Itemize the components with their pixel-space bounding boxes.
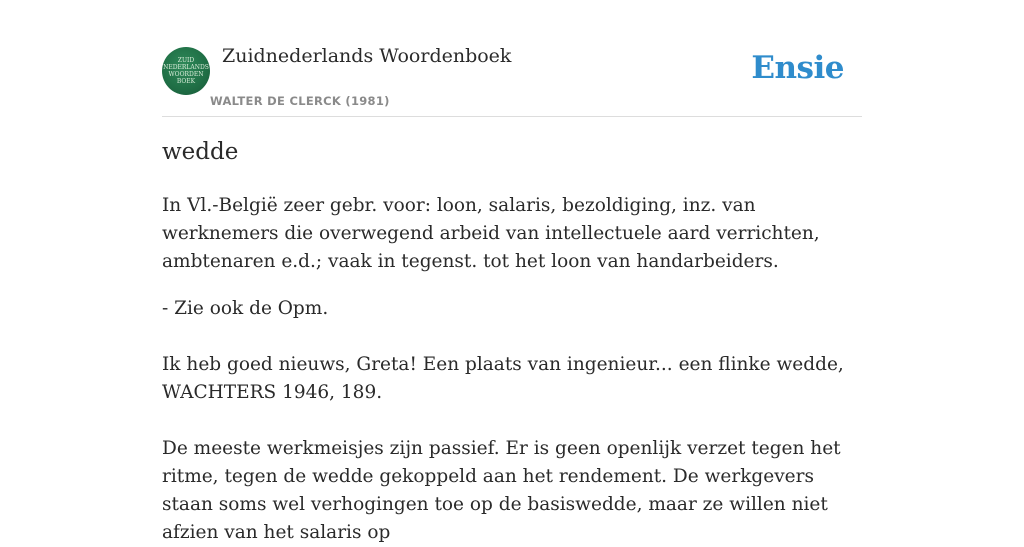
entry-headword: wedde [162,139,239,165]
entry-page [162,0,862,543]
page-header [162,0,862,117]
logo-line-1: ZUID [177,57,195,64]
logo-line-2: NEDERLANDS [163,64,209,71]
entry-example: Ik heb goed nieuws, Greta! Een plaats van ingenieur... een flinke wedde, WACHTERS 1946, 189. [162,354,844,403]
logo-line-3: WOORDEN [168,71,204,78]
entry-definition: In Vl.-België zeer gebr. voor: loon, salaris, bezoldiging, inz. van werknemers die overwegend arbeid van intellectuele aard verrichten, ambtenaren e.d.; vaak in tegenst. tot het loon van handarbeiders. [162,195,820,272]
entry-see-also: - Zie ook de Opm. [162,298,329,319]
book-author: WALTER DE CLERCK (1981) [210,94,390,108]
ensie-logo-link[interactable]: Ensie [751,50,844,86]
entry-example: De meeste werkmeisjes zijn passief. Er is geen openlijk verzet tegen het ritme, tegen de wedde gekoppeld aan het rendement. De werkgevers staan soms wel verhogingen toe op de basiswedde, maar ze willen niet afzien van het salaris op [162,438,841,543]
book-title-link[interactable]: Zuidnederlands Woordenboek [222,45,512,67]
logo-line-4: BOEK [176,78,196,85]
book-logo[interactable] [162,47,210,95]
